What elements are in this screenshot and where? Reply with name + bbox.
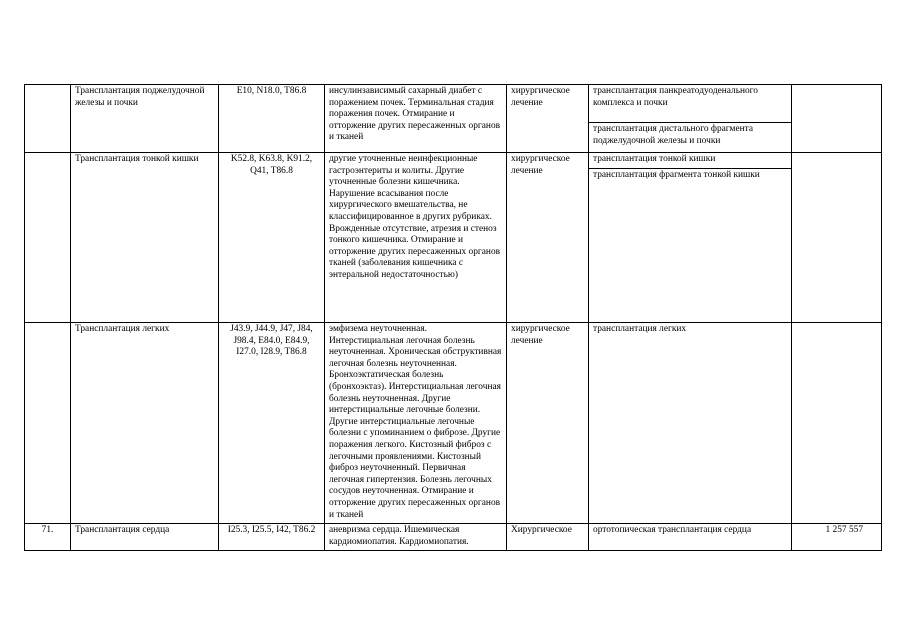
table-row (25, 323, 882, 524)
treatment-type: хирургическое лечение (507, 323, 589, 524)
icd-codes: E10, N18.0, T86.8 (219, 85, 325, 153)
diagnosis-description: аневризма сердца. Ишемическая кардиомиопатия. Кардиомиопатия. (325, 524, 507, 551)
table-row (25, 85, 882, 123)
treatment-type: хирургическое лечение (507, 153, 589, 323)
price (792, 323, 882, 524)
row-number (25, 85, 71, 153)
diagnosis-description: другие уточненные неинфекционные гастроэнтериты и колиты. Другие уточненные болезни кишечника. Нарушение всасывания после хирургического вмешательства, не классифицированное в других рубриках. Врожденные отсутствие, атрезия и стеноз тонкого кишечника. Отмирание и отторжение других пересаженных органов тканей (заболевания кишечника с энтеральной недостаточностью) (325, 153, 507, 323)
diagnosis-description: инсулинзависимый сахарный диабет с поражением почек. Терминальная стадия поражения почек. Отмирание и отторжение других пересаженных органов и тканей (325, 85, 507, 153)
treatment-method: трансплантация легких (589, 323, 792, 524)
procedure-name: Трансплантация поджелудочной железы и почки (71, 85, 219, 153)
row-number (25, 153, 71, 323)
procedure-name: Трансплантация сердца (71, 524, 219, 551)
price: 1 257 557 (792, 524, 882, 551)
treatment-method: трансплантация тонкой кишки (589, 153, 792, 169)
treatment-method: трансплантация фрагмента тонкой кишки (589, 169, 792, 323)
treatment-method: трансплантация панкреатодуоденального комплекса и почки (589, 85, 792, 123)
table-row (25, 153, 882, 169)
icd-codes: J43.9, J44.9, J47, J84, J98.4, E84.0, E84.9, I27.0, I28.9, T86.8 (219, 323, 325, 524)
treatment-method: ортотопическая трансплантация сердца (589, 524, 792, 551)
treatment-type: Хирургическое (507, 524, 589, 551)
treatment-type: хирургическое лечение (507, 85, 589, 153)
procedure-name: Трансплантация легких (71, 323, 219, 524)
table-row (25, 524, 882, 551)
treatment-method: трансплантация дистального фрагмента поджелудочной железы и почки (589, 123, 792, 153)
price (792, 85, 882, 153)
row-number (25, 323, 71, 524)
diagnosis-description: эмфизема неуточненная. Интерстициальная легочная болезнь неуточненная. Хроническая обструктивная легочная болезнь неуточненная. Бронхоэктатическая болезнь (бронхоэктаз). Интерстициальная легочная болезнь неуточненная. Другие интерстициальные легочные болезни. Другие интерстициальные легочные болезни с упоминанием о фиброзе. Другие поражения легкого. Кистозный фиброз с легочными проявлениями. Кистозный фиброз неуточненный. Первичная легочная гипертензия. Болезнь легочных сосудов неуточненная. Отмирание и отторжение других пересаженных органов и тканей (325, 323, 507, 524)
row-number: 71. (25, 524, 71, 551)
medical-services-table (24, 84, 882, 551)
icd-codes: K52.8, K63.8, K91.2, Q41, T86.8 (219, 153, 325, 323)
procedure-name: Трансплантация тонкой кишки (71, 153, 219, 323)
icd-codes: I25.3, I25.5, I42, T86.2 (219, 524, 325, 551)
price (792, 153, 882, 323)
